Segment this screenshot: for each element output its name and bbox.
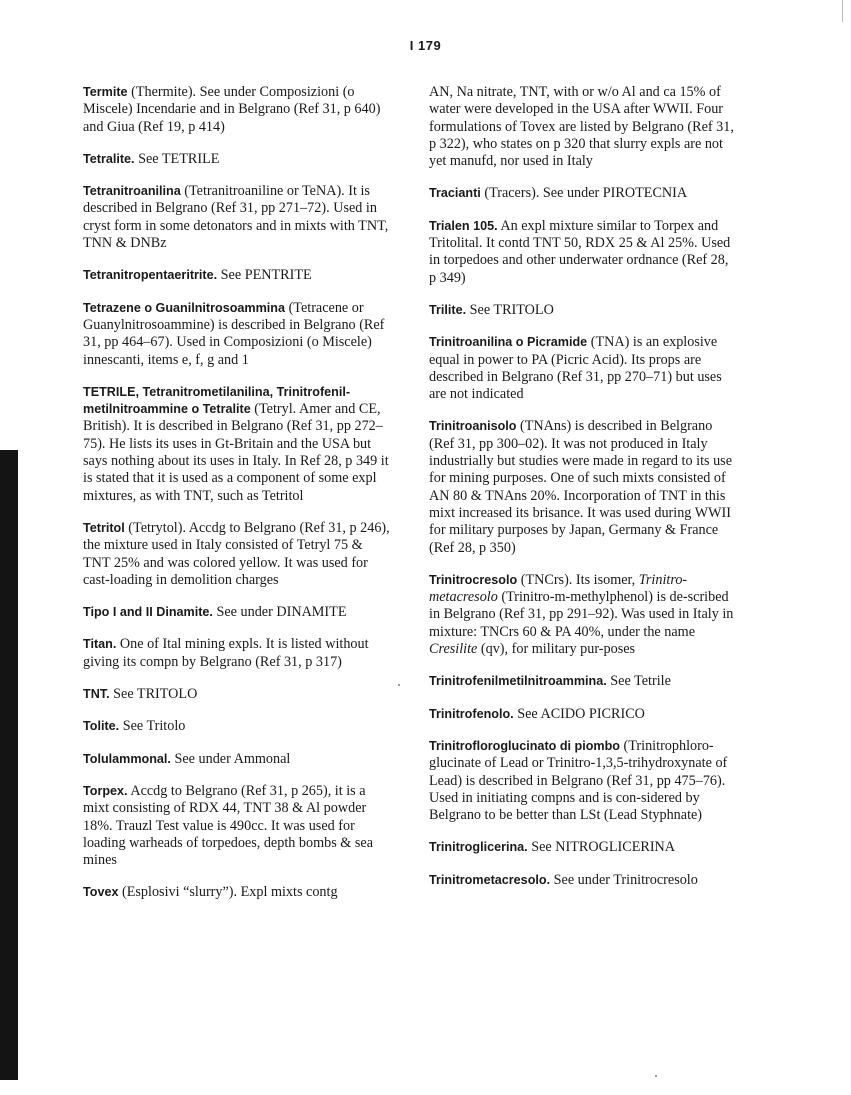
entry-text: (TNCrs). Its isomer, xyxy=(517,571,639,588)
entry-tipo-dinamite xyxy=(83,604,393,621)
entry-text: (Trinitro-m-methylphenol) is de-scribed in Belgrano (Ref 31, pp 291–92). Was used in Italy in mixture: TNCrs 60 & PA 40%, under the name xyxy=(429,589,734,640)
headword: Tolite. xyxy=(83,719,120,734)
entry-text: See TETRILE xyxy=(134,150,220,167)
entry-text: See under Ammonal xyxy=(170,750,291,767)
entry-tetranitroanilina xyxy=(83,183,393,252)
right-column xyxy=(429,84,739,904)
entry-torpex xyxy=(83,783,393,869)
entry-text: AN, Na nitrate, TNT, with or w/o Al and ca 15% of water were developed in the USA after WWII. Four formulations of Tovex are listed by Belgrano (Ref 31, p 322), who states on p 320 that slurry expls are not yet manufd, nor used in Italy xyxy=(429,84,734,170)
entry-titan xyxy=(83,636,393,671)
entry-tetrazene xyxy=(83,300,393,369)
scan-edge-bar xyxy=(0,450,18,1080)
entry-tetrile xyxy=(83,384,393,505)
entry-text: See Tritolo xyxy=(119,718,186,735)
entry-trinitrometacresolo xyxy=(429,872,739,889)
headword: Tracianti xyxy=(429,186,481,201)
entry-text: One of Ital mining expls. It is listed without giving its compn by Belgrano (Ref 31, p 317) xyxy=(83,636,369,670)
page-number: I 179 xyxy=(409,38,442,53)
entry-tovex-continued xyxy=(429,84,739,170)
entry-italic: Cresilite xyxy=(429,641,478,658)
entry-text: Accdg to Belgrano (Ref 31, p 265), it is a mixt consisting of RDX 44, TNT 38 & Al powder 18%. Trauzl Test value is 490cc. It was used for loading warheads of torpedoes, depth bombs & sea mines xyxy=(83,782,373,869)
entry-text: See TRITOLO xyxy=(466,301,554,318)
entry-text: An expl mixture similar to Torpex and Tritolital. It contd TNT 50, RDX 25 & Al 25%. Used in torpedoes and other underwater ordnance (Ref 28, p 349) xyxy=(429,217,731,286)
edge-mark xyxy=(842,0,843,22)
entry-text: (qv), for military pur-poses xyxy=(477,641,636,658)
left-column xyxy=(83,84,393,917)
entry-termite xyxy=(83,84,393,136)
headword: TETRILE, Tetranitrometilanilina, Trinitrofenil-metilnitroammine o Tetralite xyxy=(83,384,351,417)
headword: Trinitrofenolo. xyxy=(429,706,514,721)
entry-tnt xyxy=(83,686,393,703)
headword: Trialen 105. xyxy=(429,218,498,233)
headword: Tovex xyxy=(83,885,119,900)
headword: TNT. xyxy=(83,687,110,702)
headword: Trinitroglicerina. xyxy=(429,840,528,855)
entry-trinitroglicerina xyxy=(429,839,739,856)
entry-text: (TNAns) is described in Belgrano (Ref 31, pp 300–02). It was not produced in Italy industrially but studies were made in regard to its use for mining purposes. One of such mixts consisted of AN 80 & TNAns 20%. Incorporation of TNT in this mixt increased its brisance. It was used during WWII for military purposes by Japan, Germany & France (Ref 28, p 350) xyxy=(429,418,732,556)
entry-tetralite xyxy=(83,151,393,168)
entry-text: See PENTRITE xyxy=(217,267,312,284)
entry-text: (Tetranitroaniline or TeNA). It is described in Belgrano (Ref 31, pp 271–72). Used in cryst form in some detonators and in mixts with TNT, TNN & DNBz xyxy=(83,183,389,252)
headword: Tetranitropentaeritrite. xyxy=(83,268,218,283)
entry-trialen-105 xyxy=(429,218,739,287)
entry-text: See under Trinitrocresolo xyxy=(550,871,698,888)
entry-trinitroanilina xyxy=(429,334,739,403)
entry-tovex xyxy=(83,884,393,901)
headword: Trinitrofloroglucinato di piombo xyxy=(429,738,620,753)
entry-italic: Trinitro-metacresolo xyxy=(429,571,688,606)
entry-text: (Tetrytol). Accdg to Belgrano (Ref 31, p 246), the mixture used in Italy consisted of Tetryl 75 & TNT 25% and was colored yellow. It was used for cast-loading in demolition charges xyxy=(83,519,390,588)
headword: Trinitrofenilmetilnitroammina. xyxy=(429,674,607,689)
entry-tracianti xyxy=(429,185,739,202)
entry-text: (Tetracene or Guanylnitrosoammine) is described in Belgrano (Ref 31, pp 464–67). Used in Composizioni (o Miscele) innescanti, items e, f, g and 1 xyxy=(83,299,385,368)
entry-tolite xyxy=(83,718,393,735)
headword: Trinitroanisolo xyxy=(429,419,517,434)
headword: Trinitrocresolo xyxy=(429,572,518,587)
headword: Termite xyxy=(83,85,128,99)
scan-speck xyxy=(655,1075,657,1077)
headword: Trilite. xyxy=(429,302,467,317)
headword: Tolulammonal. xyxy=(83,751,171,766)
headword: Titan. xyxy=(83,637,117,652)
headword: Tipo I and II Dinamite. xyxy=(83,605,213,620)
entry-text: See under DINAMITE xyxy=(212,604,347,621)
headword: Tetritol xyxy=(83,520,125,535)
headword: Trinitroanilina o Picramide xyxy=(429,335,588,350)
entry-tetritol xyxy=(83,520,393,589)
entry-text: See ACIDO PICRICO xyxy=(513,705,645,722)
entry-trinitrofenolo xyxy=(429,706,739,723)
headword: Torpex. xyxy=(83,783,128,798)
headword: Tetralite. xyxy=(83,151,135,166)
entry-text: (Tetryl. Amer and CE, British). It is described in Belgrano (Ref 31, pp 272–75). He lists its uses in Gt-Britain and the USA but says nothing about its uses in Italy. In Ref 28, p 349 it is stated that it is used as a component of some expl mixtures, as with TNT, such as Tetritol xyxy=(83,401,389,504)
entry-trinitroanisolo xyxy=(429,418,739,556)
entry-text: (Trinitrophloro-glucinate of Lead or Trinitro-1,3,5-trihydroxynate of Lead) is described in Belgrano (Ref 31, pp 475–76). Used in initiating compns and is con-sidered by Belgrano to be better than LSt (Lead Styphnate) xyxy=(429,737,728,824)
entry-text: See Tetrile xyxy=(606,673,671,690)
headword: Tetranitroanilina xyxy=(83,184,181,199)
entry-tolulammonal xyxy=(83,751,393,768)
entry-trinitrocresolo xyxy=(429,572,739,658)
scan-speck xyxy=(398,684,400,686)
entry-tetranitropentaeritrite xyxy=(83,267,393,284)
entry-text: See TRITOLO xyxy=(109,686,198,703)
entry-text: (Esplosivi “slurry”). Expl mixts contg xyxy=(118,884,338,901)
entry-trinitrofenilmetilnitroammina xyxy=(429,673,739,690)
entry-text: (Thermite). See under Composizioni (o Miscele) Incendarie and in Belgrano (Ref 31, p 640) and Giua (Ref 19, p 414) xyxy=(83,84,381,135)
entry-text: (Tracers). See under PIROTECNIA xyxy=(480,185,688,202)
entry-text: (TNA) is an explosive equal in power to PA (Picric Acid). Its props are described in Belgrano (Ref 31, pp 270–71) but uses are not indicated xyxy=(429,334,722,403)
entry-text: See NITROGLICERINA xyxy=(527,839,676,856)
entry-trinitrofloroglucinato xyxy=(429,738,739,824)
headword: Tetrazene o Guanilnitrosoammina xyxy=(83,300,286,315)
entry-trilite xyxy=(429,302,739,319)
headword: Trinitrometacresolo. xyxy=(429,872,551,887)
